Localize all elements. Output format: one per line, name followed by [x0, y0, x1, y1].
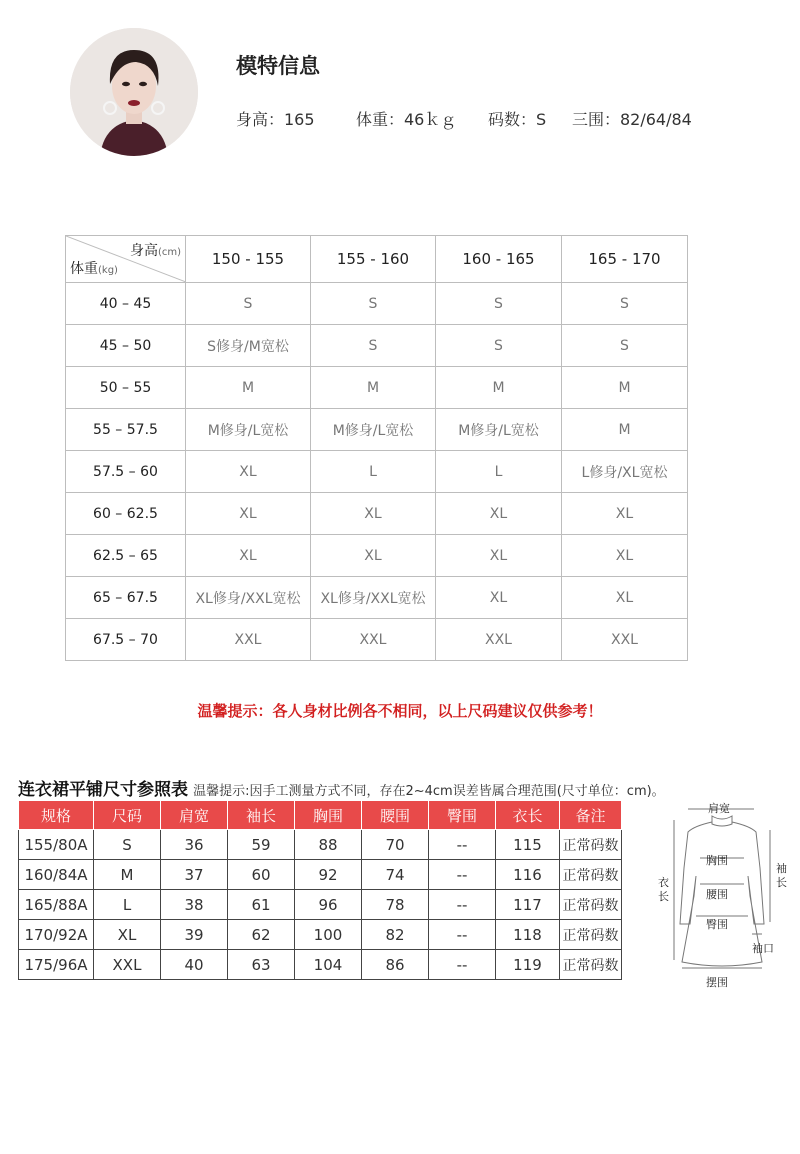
- value-cell: --: [429, 890, 496, 920]
- value-cell: --: [429, 920, 496, 950]
- weight-row-header: 45 – 50: [66, 325, 186, 367]
- flat-chart-title: 连衣裙平铺尺寸参照表: [18, 780, 188, 800]
- size-cell: M: [562, 367, 688, 409]
- size-cell: M修身/L宽松: [186, 409, 311, 451]
- corner-weight-label: 体重(kg): [70, 261, 118, 277]
- table-row: [19, 860, 622, 890]
- value-cell: 60: [228, 860, 295, 890]
- size-cell: XXL: [562, 619, 688, 661]
- spec-cell: 155/80A: [19, 830, 94, 860]
- size-cell: XL: [436, 535, 562, 577]
- model-size: 码数：S: [488, 110, 547, 129]
- value-cell: 92: [295, 860, 362, 890]
- height-column-header: 150 - 155: [186, 236, 311, 283]
- size-cell: M: [186, 367, 311, 409]
- weight-row-header: 57.5 – 60: [66, 451, 186, 493]
- size-cell: XL: [94, 920, 161, 950]
- table-row: [66, 409, 688, 451]
- note-cell: 正常码数: [560, 920, 622, 950]
- value-cell: 59: [228, 830, 295, 860]
- size-cell: XL修身/XXL宽松: [186, 577, 311, 619]
- size-cell: M: [562, 409, 688, 451]
- weight-row-header: 62.5 – 65: [66, 535, 186, 577]
- column-header: 备注: [560, 801, 622, 830]
- diagram-sleeve-label: 袖长: [776, 862, 787, 889]
- dress-measurement-diagram: [652, 800, 792, 990]
- table-row: [19, 890, 622, 920]
- value-cell: --: [429, 860, 496, 890]
- size-cell: XL: [186, 493, 311, 535]
- column-header: 尺码: [94, 801, 161, 830]
- height-column-header: 165 - 170: [562, 236, 688, 283]
- note-cell: 正常码数: [560, 860, 622, 890]
- spec-cell: 175/96A: [19, 950, 94, 980]
- value-cell: 118: [496, 920, 560, 950]
- table-row: [66, 577, 688, 619]
- flat-chart-note: 温馨提示:因手工测量方式不同，存在2~4cm误差皆属合理范围(尺寸单位：cm)。: [193, 784, 665, 799]
- value-cell: 86: [362, 950, 429, 980]
- column-header: 肩宽: [161, 801, 228, 830]
- model-info-title: 模特信息: [236, 54, 320, 78]
- value-cell: 78: [362, 890, 429, 920]
- value-cell: 104: [295, 950, 362, 980]
- value-cell: 88: [295, 830, 362, 860]
- spec-cell: 160/84A: [19, 860, 94, 890]
- model-avatar: [70, 28, 198, 156]
- value-cell: 116: [496, 860, 560, 890]
- size-cell: XL: [562, 577, 688, 619]
- size-cell: S修身/M宽松: [186, 325, 311, 367]
- diagram-shoulder-label: 肩宽: [708, 802, 730, 815]
- note-cell: 正常码数: [560, 830, 622, 860]
- value-cell: 117: [496, 890, 560, 920]
- value-cell: 119: [496, 950, 560, 980]
- weight-row-header: 67.5 – 70: [66, 619, 186, 661]
- size-cell: M: [311, 367, 436, 409]
- size-table-corner: [66, 236, 186, 283]
- value-cell: 37: [161, 860, 228, 890]
- size-cell: M: [436, 367, 562, 409]
- size-cell: L: [94, 890, 161, 920]
- diagram-chest-label: 胸围: [706, 854, 728, 867]
- note-cell: 正常码数: [560, 950, 622, 980]
- value-cell: --: [429, 950, 496, 980]
- table-row: [66, 493, 688, 535]
- sizing-tip: 温馨提示：各人身材比例各不相同，以上尺码建议仅供参考！: [197, 702, 603, 720]
- size-cell: XL: [311, 493, 436, 535]
- size-recommendation-table: [65, 235, 688, 661]
- value-cell: 38: [161, 890, 228, 920]
- value-cell: 39: [161, 920, 228, 950]
- size-cell: S: [436, 325, 562, 367]
- value-cell: 74: [362, 860, 429, 890]
- size-cell: S: [311, 283, 436, 325]
- size-cell: S: [562, 325, 688, 367]
- size-cell: S: [311, 325, 436, 367]
- weight-row-header: 60 – 62.5: [66, 493, 186, 535]
- size-cell: XXL: [436, 619, 562, 661]
- table-row: [19, 920, 622, 950]
- size-cell: XL: [186, 535, 311, 577]
- table-row: [19, 830, 622, 860]
- value-cell: 62: [228, 920, 295, 950]
- diagram-cuff-label: 袖口: [752, 942, 774, 955]
- diagram-waist-label: 腰围: [706, 888, 728, 901]
- table-row: [66, 325, 688, 367]
- diagram-hip-label: 臀围: [706, 918, 728, 931]
- size-cell: S: [562, 283, 688, 325]
- note-cell: 正常码数: [560, 890, 622, 920]
- weight-row-header: 40 – 45: [66, 283, 186, 325]
- spec-cell: 165/88A: [19, 890, 94, 920]
- flat-table-header-row: [19, 801, 622, 830]
- weight-row-header: 65 – 67.5: [66, 577, 186, 619]
- value-cell: 100: [295, 920, 362, 950]
- value-cell: 82: [362, 920, 429, 950]
- table-row: [66, 367, 688, 409]
- flat-measurement-table: [18, 800, 622, 980]
- size-cell: S: [436, 283, 562, 325]
- value-cell: 36: [161, 830, 228, 860]
- model-height: 身高：165: [236, 110, 315, 129]
- size-cell: S: [186, 283, 311, 325]
- size-cell: M: [94, 860, 161, 890]
- value-cell: --: [429, 830, 496, 860]
- size-cell: XL: [562, 535, 688, 577]
- value-cell: 70: [362, 830, 429, 860]
- table-row: [66, 619, 688, 661]
- value-cell: 61: [228, 890, 295, 920]
- size-cell: L修身/XL宽松: [562, 451, 688, 493]
- model-weight: 体重：46ｋｇ: [356, 110, 457, 129]
- size-cell: XL: [186, 451, 311, 493]
- weight-row-header: 50 – 55: [66, 367, 186, 409]
- table-row: [66, 535, 688, 577]
- weight-row-header: 55 – 57.5: [66, 409, 186, 451]
- size-cell: XL: [436, 493, 562, 535]
- diagram-hem-label: 摆围: [706, 976, 728, 989]
- size-cell: XL: [311, 535, 436, 577]
- column-header: 臀围: [429, 801, 496, 830]
- size-cell: L: [311, 451, 436, 493]
- spec-cell: 170/92A: [19, 920, 94, 950]
- table-row: [66, 283, 688, 325]
- model-measurements: 三围：82/64/84: [572, 110, 692, 129]
- height-column-header: 155 - 160: [311, 236, 436, 283]
- size-cell: XL修身/XXL宽松: [311, 577, 436, 619]
- value-cell: 96: [295, 890, 362, 920]
- size-cell: M修身/L宽松: [436, 409, 562, 451]
- corner-height-label: 身高(cm): [129, 243, 181, 259]
- size-cell: XXL: [186, 619, 311, 661]
- diagram-length-label: 衣长: [658, 876, 669, 903]
- table-row: [19, 950, 622, 980]
- table-row: [66, 451, 688, 493]
- size-cell: M修身/L宽松: [311, 409, 436, 451]
- value-cell: 115: [496, 830, 560, 860]
- size-cell: XXL: [311, 619, 436, 661]
- column-header: 衣长: [496, 801, 560, 830]
- column-header: 腰围: [362, 801, 429, 830]
- column-header: 规格: [19, 801, 94, 830]
- flat-chart-heading: [18, 775, 665, 800]
- column-header: 袖长: [228, 801, 295, 830]
- height-column-header: 160 - 165: [436, 236, 562, 283]
- size-cell: L: [436, 451, 562, 493]
- value-cell: 63: [228, 950, 295, 980]
- size-cell: XL: [562, 493, 688, 535]
- size-cell: XXL: [94, 950, 161, 980]
- size-cell: XL: [436, 577, 562, 619]
- size-cell: S: [94, 830, 161, 860]
- size-table-header-row: [66, 236, 688, 283]
- column-header: 胸围: [295, 801, 362, 830]
- value-cell: 40: [161, 950, 228, 980]
